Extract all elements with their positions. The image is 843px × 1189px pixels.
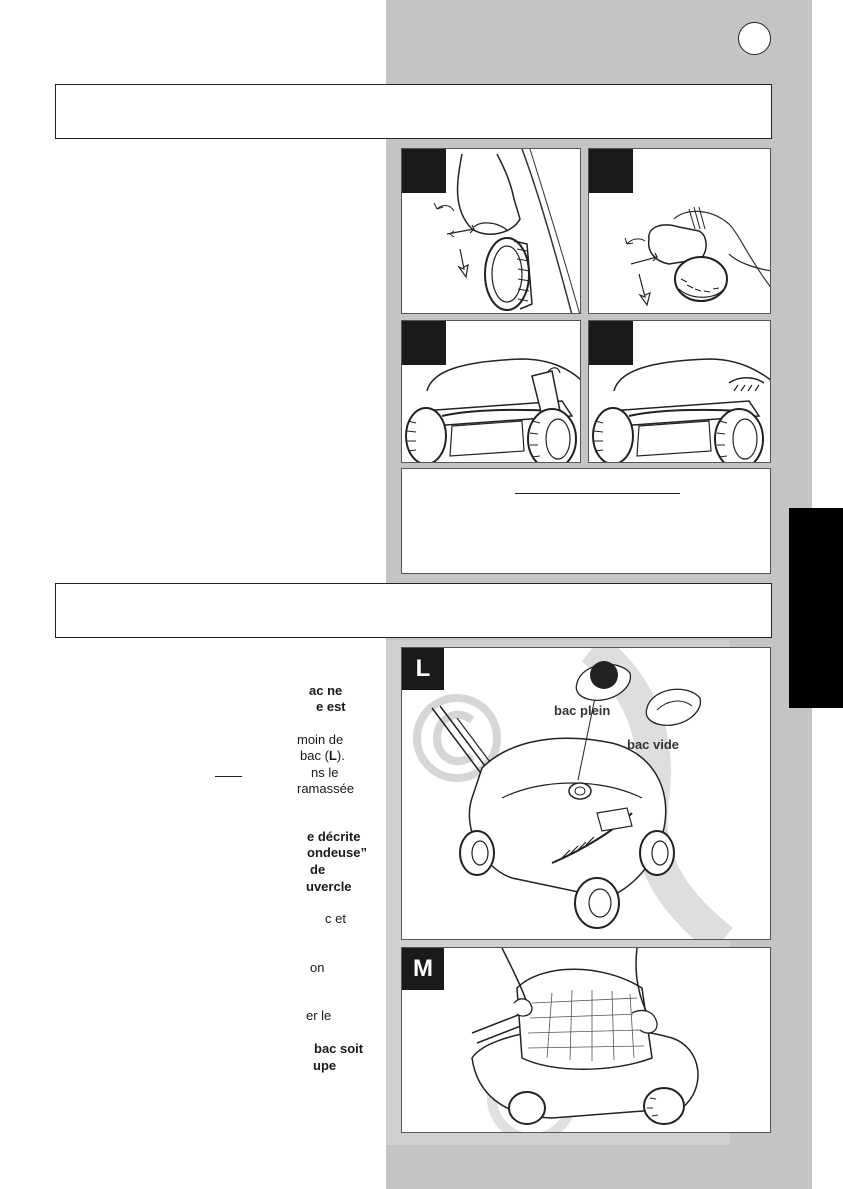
note-box <box>401 468 771 574</box>
language-side-tab <box>789 508 843 708</box>
section-header-box-1 <box>55 84 772 139</box>
text-fragment: ns le <box>311 765 339 780</box>
mower-indicator-illustration <box>402 648 771 940</box>
label-bac-vide: bac vide <box>627 737 680 752</box>
page-number-circle <box>738 22 771 55</box>
text-fragment: on <box>310 960 325 975</box>
figure-wheel-removal-1 <box>401 148 581 314</box>
text-fragment: e est <box>316 699 346 714</box>
text-fragment: ramassée <box>297 781 355 796</box>
text-fragment: upe <box>313 1058 337 1073</box>
figure-L-grassbox-indicator <box>401 647 771 940</box>
label-bac-plein: bac plein <box>554 703 611 718</box>
note-heading-underline <box>515 493 680 494</box>
text-fragment-bac-ref: bac (L). <box>300 748 345 763</box>
figure-M-grassbox-removal <box>401 947 771 1133</box>
text-fragment: bac soit <box>314 1041 364 1056</box>
text-fragment: c et <box>325 911 346 926</box>
section-header-box-2 <box>55 583 772 638</box>
text-fragment: ondeuse” <box>307 845 367 860</box>
figure-mower-rear-1 <box>401 320 581 463</box>
figure-tag-M: M <box>402 948 444 990</box>
wheel-hand-illustration <box>589 149 771 314</box>
figure-tag-L: L <box>402 648 444 690</box>
mower-rear-illustration <box>402 321 581 463</box>
text-fragment: de <box>310 862 326 877</box>
wheel-hand-illustration <box>402 149 581 314</box>
underline-mark <box>215 776 242 777</box>
text-fragment: er le <box>306 1008 332 1023</box>
figure-mower-rear-2 <box>588 320 771 463</box>
grassbox-removal-illustration <box>402 948 771 1133</box>
text-fragment: moin de <box>297 732 344 747</box>
text-fragment: ac ne <box>309 683 343 698</box>
text-fragment: uvercle <box>306 879 352 894</box>
text-fragment: e décrite <box>307 829 361 844</box>
mower-rear-illustration <box>589 321 771 463</box>
figure-wheel-removal-2 <box>588 148 771 314</box>
